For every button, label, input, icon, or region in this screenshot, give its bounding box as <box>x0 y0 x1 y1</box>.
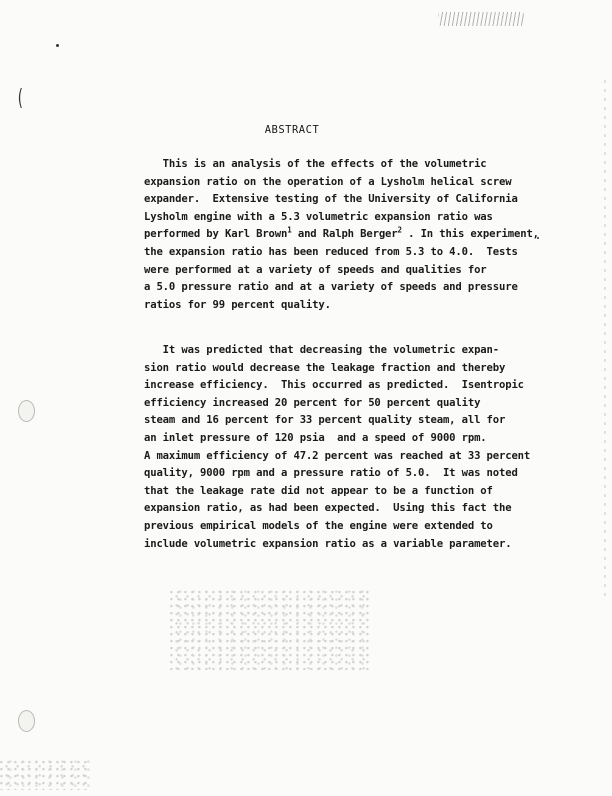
text-line: that the leakage rate did not appear to be a function of <box>144 484 493 497</box>
text-line: sion ratio would decrease the leakage fraction and thereby <box>144 361 506 374</box>
margin-paren-mark: ( <box>17 86 23 111</box>
text-line: were performed at a variety of speeds and qualities for <box>144 263 487 276</box>
abstract-paragraph-1 <box>144 156 544 314</box>
text-line: quality, 9000 rpm and a pressure ratio of 5.0. It was noted <box>144 467 518 480</box>
text-line: steam and 16 percent for 33 percent quality steam, all for <box>144 414 506 427</box>
text-line <box>144 225 539 241</box>
punch-hole <box>18 710 35 732</box>
scan-artifact-edge <box>604 80 606 600</box>
text-segment: performed by Karl Brown <box>144 228 288 241</box>
page-title: ABSTRACT <box>264 124 320 136</box>
text-line: expansion ratio on the operation of a Lysholm helical screw <box>144 175 512 188</box>
text-line: A maximum efficiency of 47.2 percent was reached at 33 percent <box>144 449 531 462</box>
text-line: a 5.0 pressure ratio and at a variety of speeds and pressure <box>144 281 518 294</box>
footnote-ref: 2 <box>397 225 402 235</box>
scan-noise <box>170 590 370 670</box>
text-line: an inlet pressure of 120 psia and a speed of 9000 rpm. <box>144 431 487 444</box>
text-line: expansion ratio, as had been expected. Using this fact the <box>144 502 512 515</box>
text-line: efficiency increased 20 percent for 50 percent quality <box>144 396 481 409</box>
punch-hole <box>18 400 35 422</box>
text-line: the expansion ratio has been reduced from 5.3 to 4.0. Tests <box>144 245 518 258</box>
scan-artifact-corner <box>438 12 524 26</box>
scan-noise <box>0 760 90 790</box>
text-line: It was predicted that decreasing the volumetric expan- <box>144 344 499 356</box>
scan-dot <box>56 44 59 47</box>
text-segment: and Ralph Berger <box>291 228 398 241</box>
text-line: Lysholm engine with a 5.3 volumetric expansion ratio was <box>144 210 493 223</box>
text-line: previous empirical models of the engine were extended to <box>144 519 493 532</box>
abstract-paragraph-2 <box>144 342 544 553</box>
footnote-ref: 1 <box>287 225 292 235</box>
text-segment: . In this experiment, <box>401 228 539 241</box>
text-line: This is an analysis of the effects of the volumetric <box>144 158 487 170</box>
text-line: expander. Extensive testing of the University of California <box>144 193 518 206</box>
text-line: include volumetric expansion ratio as a variable parameter. <box>144 537 512 550</box>
text-line: ratios for 99 percent quality. <box>144 298 331 311</box>
text-line: increase efficiency. This occurred as predicted. Isentropic <box>144 379 524 392</box>
